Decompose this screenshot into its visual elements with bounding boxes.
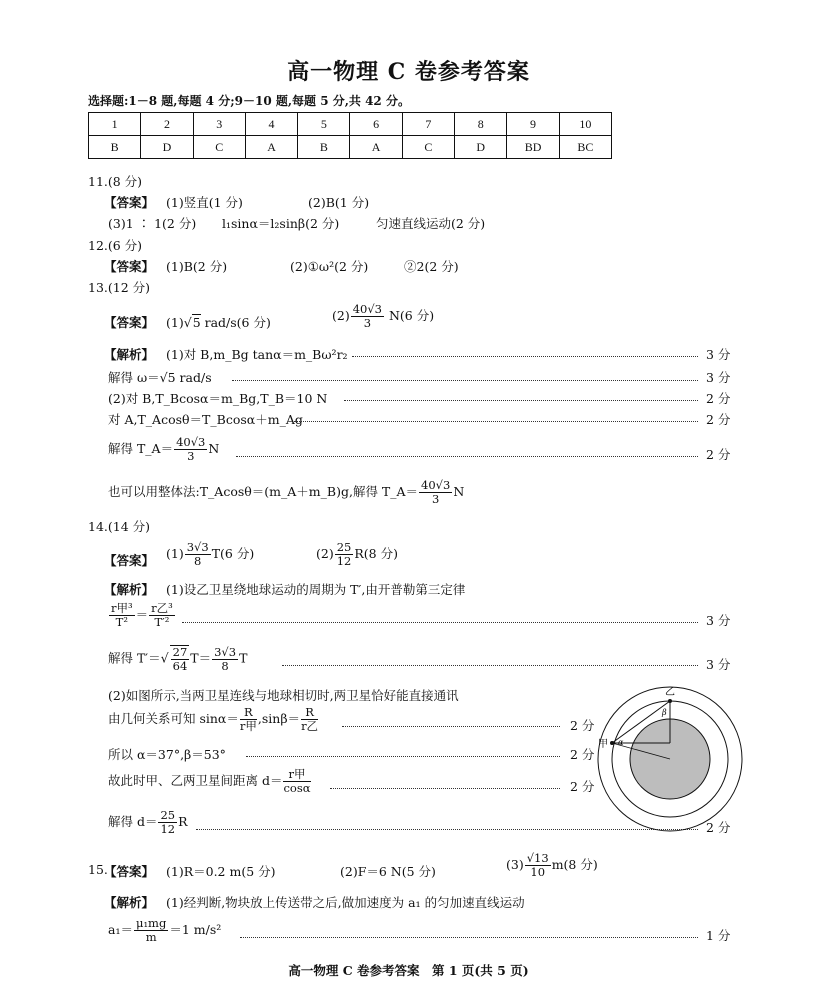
q13-l5-pre: 解得 T_A＝ xyxy=(108,441,174,456)
q15-a3-pre: (3) xyxy=(506,857,524,872)
q14-l7-pre: 故此时甲、乙两卫星间距离 d＝ xyxy=(108,773,283,788)
q15-a2: (2)F＝6 N(5 分) xyxy=(340,864,436,879)
fraction-denominator: 3 xyxy=(432,492,440,506)
fraction-denominator: 10 xyxy=(530,865,546,879)
q13-l5-post: N xyxy=(208,441,220,456)
fraction-numerator: r乙³ xyxy=(151,601,173,615)
fraction-denominator: r乙 xyxy=(301,719,319,733)
fraction-numerator: 3√3 xyxy=(186,540,209,554)
q14-l1: (1)设乙卫星绕地球运动的周期为 T′,由开普勒第三定律 xyxy=(166,582,466,597)
table-cell: 3 xyxy=(193,113,245,136)
q14-a1-post: T(6 分) xyxy=(211,546,255,561)
leader-dots xyxy=(246,756,560,757)
q13-a1-root: 5 xyxy=(192,315,201,330)
q13-l2: 解得 ω＝√5 rad/s xyxy=(108,370,212,385)
table-cell: 2 xyxy=(141,113,193,136)
fraction xyxy=(419,479,452,506)
q14-score-6: 2 分 xyxy=(706,820,731,835)
fraction-numerator: 40√3 xyxy=(421,478,451,492)
table-cell: 1 xyxy=(89,113,141,136)
q14-l8 xyxy=(108,809,188,836)
page-title: 高一物理 C 卷参考答案 xyxy=(287,59,530,85)
q14-a2-pre: (2) xyxy=(316,546,334,561)
table-cell: B xyxy=(298,136,350,159)
satellite-jia xyxy=(610,741,614,745)
satellite-yi xyxy=(668,699,672,703)
q11-a4: l₁sinα＝l₂sinβ(2 分) xyxy=(222,216,340,231)
label-beta: β xyxy=(662,708,667,717)
table-cell: 9 xyxy=(507,113,559,136)
fraction-numerator: R xyxy=(301,706,318,720)
fraction xyxy=(351,303,384,330)
fraction-denominator: 3 xyxy=(363,316,372,330)
q13-a2-post: N(6 分) xyxy=(385,308,435,323)
q11-a3: (3)1 ∶ 1(2 分) xyxy=(108,216,197,231)
q13-a2-pre: (2) xyxy=(332,308,350,323)
fraction-numerator: 40√3 xyxy=(176,435,206,449)
mc-header: 选择题:1－8 题,每题 4 分;9－10 题,每题 5 分,共 42 分。 xyxy=(88,94,410,108)
q13-score-4: 2 分 xyxy=(706,412,731,427)
fraction-denominator: m xyxy=(145,930,157,944)
leader-dots xyxy=(236,456,698,457)
fraction-numerator: 25 xyxy=(160,808,176,822)
q13-a1-post: rad/s(6 分) xyxy=(200,315,271,330)
q15-score-1: 1 分 xyxy=(706,928,731,943)
table-cell: B xyxy=(89,136,141,159)
q14-l7 xyxy=(108,768,312,795)
fraction xyxy=(240,706,257,733)
table-cell: C xyxy=(193,136,245,159)
q14-a1-pre: (1) xyxy=(166,546,184,561)
label-alpha: α xyxy=(618,738,624,747)
fraction-numerator: √13 xyxy=(526,851,549,865)
leader-dots xyxy=(240,937,698,938)
table-cell: A xyxy=(350,136,402,159)
leader-dots xyxy=(344,400,698,401)
table-cell: C xyxy=(402,136,454,159)
table-cell: 5 xyxy=(298,113,350,136)
q14-answer-tag: 【答案】 xyxy=(104,553,155,568)
q14-l8-post: R xyxy=(178,814,188,829)
q14-score-1: 3 分 xyxy=(706,613,731,628)
q14-l6: 所以 α＝37°,β＝53° xyxy=(108,747,226,762)
fraction-denominator: 3 xyxy=(187,449,195,463)
fraction-numerator: R xyxy=(240,706,257,720)
table-cell: D xyxy=(141,136,193,159)
fraction xyxy=(185,541,211,568)
q13-head: 13.(12 分) xyxy=(88,280,151,295)
fraction-denominator: cosα xyxy=(283,781,311,795)
fraction xyxy=(301,706,318,733)
leader-dots xyxy=(282,665,698,666)
q15-answer-tag: 【答案】 xyxy=(104,864,155,879)
table-row-answers xyxy=(89,136,612,159)
q15-a3-post: m(8 分) xyxy=(551,857,598,872)
q14-a2-post: R(8 分) xyxy=(354,546,398,561)
orbit-diagram xyxy=(596,683,746,833)
q14-l8-pre: 解得 d＝ xyxy=(108,814,158,829)
q13-score-1: 3 分 xyxy=(706,347,731,362)
q14-l3-post: T xyxy=(239,650,248,666)
fraction-numerator: r甲 xyxy=(283,768,310,782)
q14-a1 xyxy=(166,541,254,568)
fraction xyxy=(109,602,135,629)
q12-head: 12.(6 分) xyxy=(88,238,143,253)
fraction-numerator: 27 xyxy=(172,645,188,659)
q15-a3 xyxy=(506,852,598,879)
q12-a2: (2)①ω²(2 分) xyxy=(290,259,369,274)
mc-answer-table xyxy=(88,112,612,159)
q14-l2-eq: ＝ xyxy=(135,607,149,622)
table-cell: 6 xyxy=(350,113,402,136)
q13-a1: (1)√5 rad/s(6 分) xyxy=(166,315,271,330)
q15-head: 15. xyxy=(88,862,108,877)
q14-a2 xyxy=(316,541,398,568)
fraction xyxy=(174,436,207,463)
fraction-numerator: 40√3 xyxy=(352,302,382,316)
leader-dots xyxy=(352,356,698,357)
q13-score-2: 3 分 xyxy=(706,370,731,385)
fraction-numerator: 3√3 xyxy=(214,644,237,659)
fraction xyxy=(212,646,238,673)
fraction-denominator: T² xyxy=(115,615,128,629)
fraction-denominator: 64 xyxy=(172,659,188,673)
q14-l3: 解得 T′＝√ $\frac{27}{64}$ T＝ $\frac{3√3}{8}$ T xyxy=(108,644,248,673)
root-fraction xyxy=(170,645,190,673)
leader-dots xyxy=(232,380,698,381)
q14-l5-pre: 由几何关系可知 sinα＝ xyxy=(108,711,239,726)
q14-l3-pre: 解得 T′＝ xyxy=(108,650,161,666)
q13-l4: 对 A,T_Acosθ＝T_Bcosα＋m_Ag xyxy=(108,412,303,427)
label-yi: 乙 xyxy=(665,687,675,698)
q14-head: 14.(14 分) xyxy=(88,519,151,534)
fraction xyxy=(335,541,354,568)
q11-a1: (1)竖直(1 分) xyxy=(166,195,243,210)
fraction-denominator: 12 xyxy=(160,822,176,836)
q14-l2 xyxy=(108,602,176,629)
q14-analysis-tag: 【解析】 xyxy=(104,582,155,597)
fraction-numerator: 25 xyxy=(336,540,352,554)
q15-analysis-tag: 【解析】 xyxy=(104,895,155,910)
leader-dots xyxy=(342,726,560,727)
table-cell: BD xyxy=(507,136,559,159)
q13-score-5: 2 分 xyxy=(706,447,731,462)
q13-l6-post: N xyxy=(453,484,465,499)
q13-l3: (2)对 B,T_Bcosα＝m_Bg,T_B＝10 N xyxy=(108,391,328,406)
fraction-denominator: 8 xyxy=(221,658,229,673)
q15-l2-pre: a₁＝ xyxy=(108,922,133,937)
q11-answer-tag: 【答案】 xyxy=(104,195,155,210)
table-cell: D xyxy=(455,136,507,159)
q13-l1: (1)对 B,m_Bg tanα＝m_Bω²r₂ xyxy=(166,347,348,362)
table-row-numbers xyxy=(89,113,612,136)
q15-l2 xyxy=(108,917,221,944)
q14-score-2: 3 分 xyxy=(706,657,731,672)
q12-a3: ②2(2 分) xyxy=(404,259,459,274)
leader-dots xyxy=(294,421,698,422)
fraction-denominator: 8 xyxy=(194,554,202,568)
fraction-denominator: T′² xyxy=(154,615,170,629)
q11-a2: (2)B(1 分) xyxy=(308,195,370,210)
fraction-numerator: μ₁mg xyxy=(135,916,167,930)
q12-a1: (1)B(2 分) xyxy=(166,259,228,274)
q13-a1-pre: (1) xyxy=(166,315,184,330)
q12-answer-tag: 【答案】 xyxy=(104,259,155,274)
fraction-denominator: r甲 xyxy=(239,719,257,733)
label-jia: 甲 xyxy=(598,739,608,750)
fraction xyxy=(283,768,310,795)
q11-head: 11.(8 分) xyxy=(88,174,143,189)
q13-analysis-tag: 【解析】 xyxy=(104,347,155,362)
q15-a1: (1)R＝0.2 m(5 分) xyxy=(166,864,276,879)
q14-score-4: 2 分 xyxy=(570,747,595,762)
q13-l6-pre: 也可以用整体法:T_Acosθ＝(m_A＋m_B)g,解得 T_A＝ xyxy=(108,484,419,499)
table-cell: 7 xyxy=(402,113,454,136)
fraction xyxy=(525,852,551,879)
q14-l5-mid: ,sinβ＝ xyxy=(257,711,301,726)
q11-a5: 匀速直线运动(2 分) xyxy=(376,216,486,231)
q13-score-3: 2 分 xyxy=(706,391,731,406)
leader-dots xyxy=(330,788,560,789)
q15-l2-post: ＝1 m/s² xyxy=(169,922,222,937)
fraction xyxy=(158,809,177,836)
q13-a2 xyxy=(332,303,434,330)
table-cell: A xyxy=(245,136,297,159)
q15-l1: (1)经判断,物块放上传送带之后,做加速度为 a₁ 的匀加速直线运动 xyxy=(166,895,525,910)
fraction-numerator: r甲³ xyxy=(111,601,133,615)
fraction xyxy=(134,917,168,944)
fraction xyxy=(149,602,175,629)
fraction-denominator: 12 xyxy=(336,554,352,568)
table-cell: 4 xyxy=(245,113,297,136)
leader-dots xyxy=(182,622,698,623)
q13-l5 xyxy=(108,436,219,463)
q13-l6 xyxy=(108,479,464,506)
q13-answer-tag: 【答案】 xyxy=(104,315,155,330)
q14-score-5: 2 分 xyxy=(570,779,595,794)
table-cell: BC xyxy=(559,136,611,159)
page-footer: 高一物理 C 卷参考答案 第 1 页(共 5 页) xyxy=(288,963,529,978)
q14-l3-mid: T＝ xyxy=(190,650,212,666)
q14-l4: (2)如图所示,当两卫星连线与地球相切时,两卫星恰好能直接通讯 xyxy=(108,688,459,703)
q14-l5 xyxy=(108,706,319,733)
table-cell: 10 xyxy=(559,113,611,136)
q14-score-3: 2 分 xyxy=(570,718,595,733)
table-cell: 8 xyxy=(455,113,507,136)
